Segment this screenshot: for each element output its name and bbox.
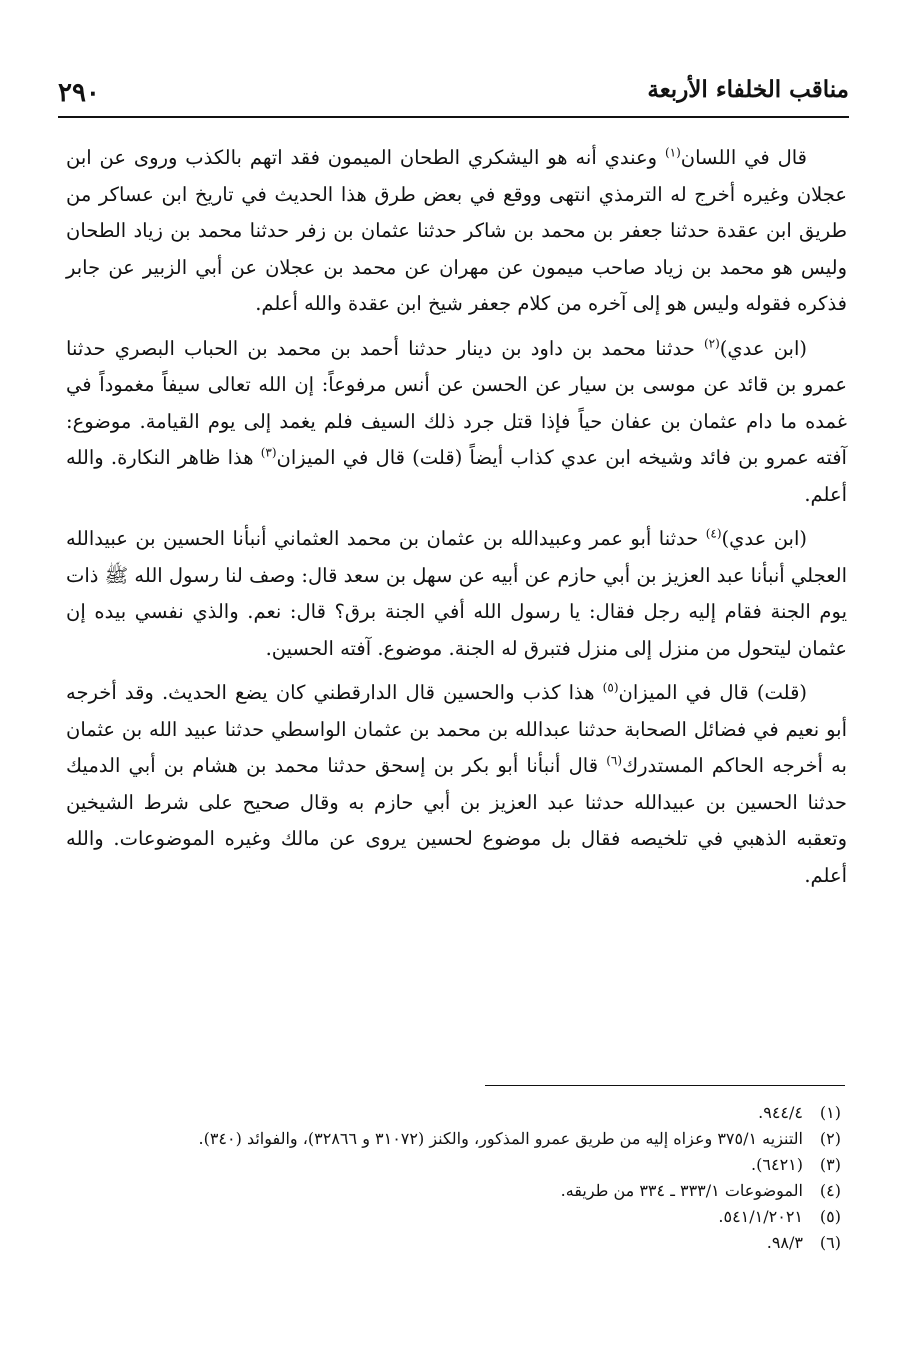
paragraph-4 [66, 675, 847, 894]
paragraph-text: قال أنبأنا أبو بكر بن إسحق حدثنا محمد بن هشام بن أبي الدميك حدثنا الحسين بن عبيدالله حدثنا عبد العزيز بن أبي حازم به وقال صحيح على شرط الشيخين وتعقبه الذهبي في تلخيصه فقال بل موضوع لحسين يروى عن مالك وغيره الموضوعات. والله أعلم. [66, 754, 847, 887]
paragraph-text: حدثنا أبو عمر وعبيدالله بن عثمان بن محمد العثماني أنبأنا الحسين بن عبيدالله العجلي أنبأنا عبد العزيز بن أبي حازم عن أبيه عن سهل بن سعد قال: وصف لنا رسول الله ﷺ ذات يوم الجنة فقام إليه رجل فقال: يا رسول الله أفي الجنة برق؟ قال: نعم. والذي نفسي بيده إن عثمان ليتحول من منزل إلى منزل فتبرق له الجنة. موضوع. آفته الحسين. [66, 527, 847, 660]
footnote-item [60, 1100, 841, 1126]
footnote-text: ٥٤١/١/٢٠٢١. [718, 1207, 803, 1226]
footnote-divider [485, 1085, 845, 1086]
footnote-number: (١) [819, 1103, 841, 1122]
footnote-ref: (٤) [705, 526, 722, 541]
footnote-item [60, 1178, 841, 1204]
main-text [66, 140, 847, 902]
paragraph-text: (قلت) قال في الميزان [618, 681, 807, 704]
running-title: مناقب الخلفاء الأربعة [647, 76, 849, 103]
footnote-item [60, 1152, 841, 1178]
footnote-number: (٣) [819, 1155, 841, 1174]
page-number: ٢٩٠ [58, 78, 100, 108]
paragraph-text: هذا كذب والحسين قال الدارقطني كان يضع الحديث. وقد أخرجه أبو نعيم في فضائل الصحابة حدثنا عبدالله بن محمد بن عثمان الواسطي حدثنا عبيد الله بن عثمان به أخرجه الحاكم المستدرك [66, 681, 847, 777]
footnote-ref: (٦) [606, 753, 623, 768]
footnote-ref: (٥) [602, 680, 619, 695]
paragraph-1 [66, 140, 847, 323]
footnote-text: (٦٤٢١). [751, 1155, 803, 1174]
footnote-text: ٩٨/٣. [766, 1233, 803, 1252]
paragraph-text: (ابن عدي) [719, 336, 807, 360]
paragraph-text: قال في اللسان [680, 146, 807, 169]
page-header [58, 70, 849, 118]
footnotes [60, 1100, 841, 1256]
footnote-ref: (٢) [703, 336, 720, 350]
paragraph-3 [66, 521, 847, 667]
footnote-ref: (٣) [260, 445, 277, 460]
footnote-item [60, 1204, 841, 1230]
paragraph-text: حدثنا محمد بن داود بن دينار حدثنا أحمد بن محمد بن الحباب البصري حدثنا عمرو بن قائد عن موسى بن سيار عن الحسن عن أنس مرفوعاً: إن الله تعالى سيفاً مغموداً في غمده ما دام عثمان بن عفان حياً فإذا قتل جرد ذلك السيف فلم يغمد إلى يوم القيامة. موضوع: آفته عمرو بن فائد وشيخه ابن عدي كذاب أيضاً (قلت) قال في الميزان [66, 336, 847, 469]
paragraph-2 [66, 331, 847, 514]
footnote-ref: (١) [664, 145, 681, 160]
paragraph-text: (ابن عدي) [721, 527, 807, 550]
paragraph-text: وعندي أنه هو اليشكري الطحان الميمون فقد اتهم بالكذب وروى عن ابن عجلان وغيره أخرج له الترمذي انتهى ووقع في بعض طرق هذا الحديث في تاريخ ابن عساكر من طريق ابن عقدة حدثنا جعفر بن محمد بن شاكر حدثنا عثمان بن زفر حدثنا محمد بن زياد الطحان وليس هو محمد بن زياد صاحب ميمون عن مهران عن محمد بن عجلان عن أبي الزبير عن جابر فذكره فقوله وليس هو إلى آخره من كلام جعفر شيخ ابن عقدة والله أعلم. [66, 146, 847, 315]
footnote-number: (٥) [819, 1207, 841, 1226]
footnote-text: التنزيه ٣٧٥/١ وعزاه إليه من طريق عمرو المذكور، والكنز (٣١٠٧٢ و ٣٢٨٦٦)، والفوائد (٣٤٠). [198, 1129, 803, 1148]
footnote-number: (٦) [819, 1233, 841, 1252]
paragraph-text: هذا ظاهر النكارة. والله أعلم. [66, 446, 847, 506]
footnote-text: الموضوعات ٣٣٣/١ ـ ٣٣٤ من طريقه. [560, 1181, 803, 1200]
footnote-item [60, 1230, 841, 1256]
footnote-number: (٢) [819, 1129, 841, 1148]
footnote-number: (٤) [819, 1181, 841, 1200]
footnote-text: ٩٤٤/٤. [758, 1103, 803, 1122]
footnote-item [60, 1126, 841, 1152]
